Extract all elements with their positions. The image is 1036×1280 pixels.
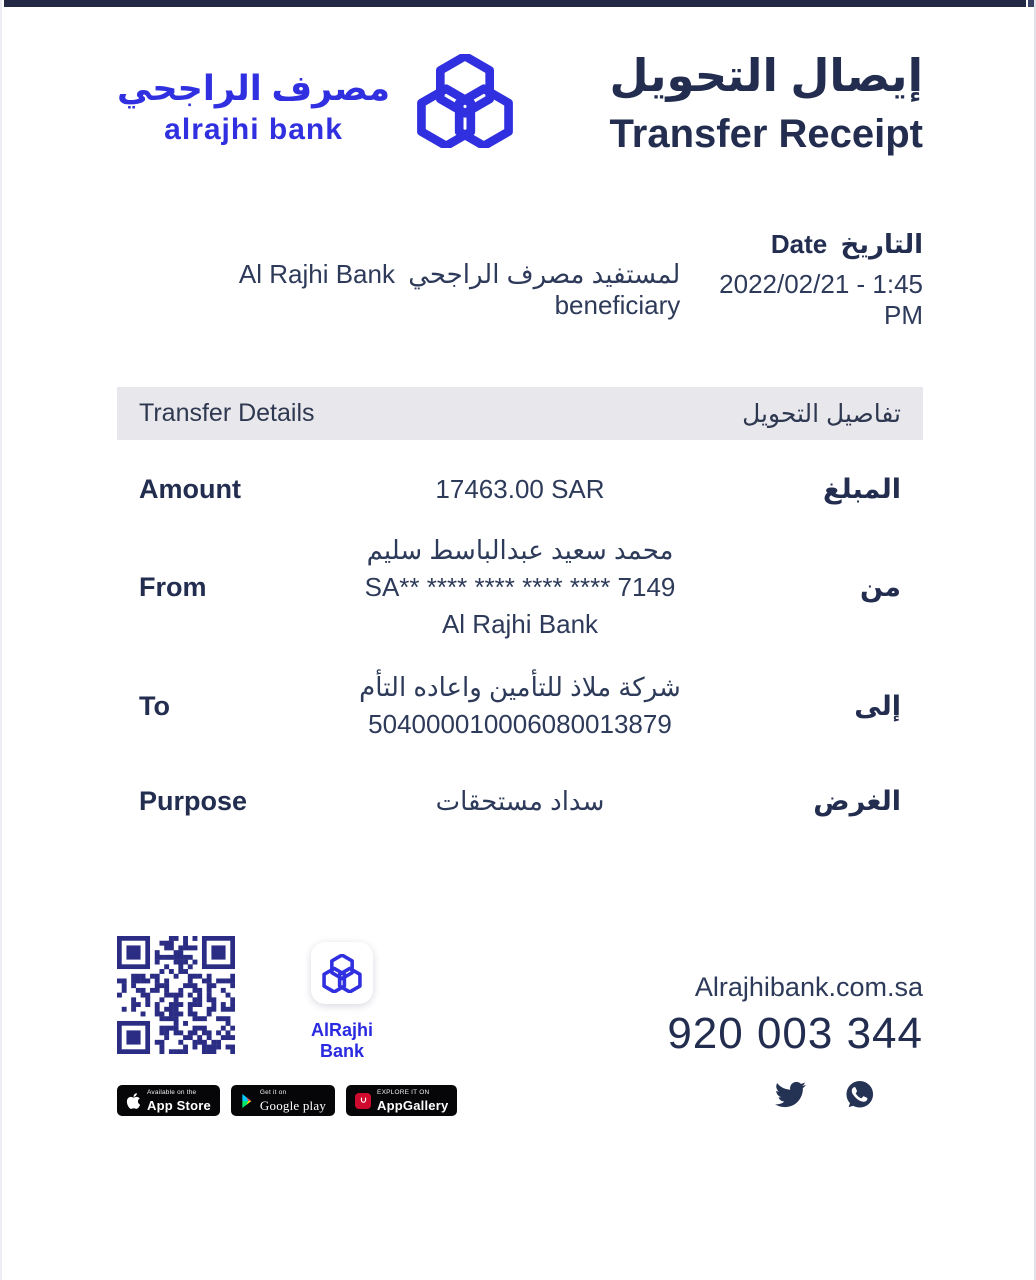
twitter-icon[interactable] <box>775 1079 806 1110</box>
from-row <box>139 532 901 643</box>
date-label-arabic: التاريخ <box>840 229 923 260</box>
transfer-details-title-english: Transfer Details <box>139 399 315 428</box>
from-label-english: From <box>139 572 207 603</box>
to-label-english: To <box>139 690 170 721</box>
app-store-badge[interactable]: Available on the App Store <box>117 1085 220 1116</box>
whatsapp-icon[interactable] <box>844 1079 875 1110</box>
social-icons <box>667 1079 923 1110</box>
recipient-name: شركة ملاذ للتأمين واعاده التأم <box>359 672 681 703</box>
to-row <box>139 669 901 743</box>
amount-value: 17463.00 SAR <box>435 474 605 505</box>
app-promo <box>287 942 397 1062</box>
purpose-label-arabic: الغرض <box>813 786 901 817</box>
receipt-header <box>117 48 923 157</box>
transfer-details-header <box>117 387 923 440</box>
from-label-arabic: من <box>859 572 901 603</box>
date-label <box>680 229 923 260</box>
transfer-details-title-arabic: تفاصيل التحويل <box>742 399 901 428</box>
appgallery-icon <box>355 1093 371 1109</box>
sender-name: محمد سعيد عبدالباسط سليم <box>366 535 674 566</box>
bank-website: Alrajhibank.com.sa <box>694 972 923 1003</box>
alrajhi-hexagon-logo-icon <box>321 954 363 993</box>
bank-logo <box>117 48 516 148</box>
date-value: 2022/02/21 - 1:45 PM <box>719 269 923 331</box>
google-play-badge[interactable]: Get it on Google play <box>231 1085 335 1116</box>
recipient-account: 504000010006080013879 <box>368 709 672 740</box>
date-label-english: Date <box>770 229 828 260</box>
date-block <box>680 229 923 331</box>
appgallery-badge[interactable]: EXPLORE IT ON AppGallery <box>346 1085 457 1116</box>
from-value <box>319 532 721 643</box>
beneficiary-note <box>117 259 680 331</box>
bank-name-english: alrajhi bank <box>164 112 343 146</box>
beneficiary-note-english: Al Rajhi Bank beneficiary <box>238 259 681 321</box>
qr-code <box>117 936 235 1054</box>
top-bar-notch <box>1028 0 1034 7</box>
sender-bank: Al Rajhi Bank <box>441 609 599 640</box>
footer-right <box>667 972 923 1110</box>
receipt-footer <box>117 936 923 1116</box>
beneficiary-note-arabic: لمستفيد مصرف الراجحي <box>408 259 681 290</box>
bank-logo-text <box>117 70 390 147</box>
page-title-english: Transfer Receipt <box>609 112 923 157</box>
amount-row <box>139 471 901 508</box>
page-title-arabic: إيصال التحويل <box>609 50 923 101</box>
page-title <box>609 48 923 157</box>
store-badges <box>117 1085 457 1116</box>
purpose-row <box>139 783 901 820</box>
amount-label-arabic: المبلغ <box>823 474 901 505</box>
app-name-label: AlRajhi Bank <box>310 1020 373 1062</box>
transfer-details-table <box>117 471 923 820</box>
bank-phone-number: 920 003 344 <box>667 1009 923 1059</box>
purpose-label-english: Purpose <box>139 786 248 817</box>
alrajhi-app-icon <box>311 942 373 1004</box>
alrajhi-hexagon-logo-icon <box>414 54 516 148</box>
footer-left <box>117 936 457 1116</box>
purpose-value: سداد مستحقات <box>435 786 605 817</box>
to-value <box>319 669 721 743</box>
amount-label-english: Amount <box>139 474 241 505</box>
sender-iban: SA** **** **** **** **** 7149 <box>364 572 676 603</box>
google-play-icon <box>240 1093 254 1109</box>
bank-name-arabic: مصرف الراجحي <box>117 69 391 108</box>
apple-icon <box>126 1092 141 1110</box>
to-label-arabic: إلى <box>854 690 901 721</box>
date-section <box>117 229 923 331</box>
